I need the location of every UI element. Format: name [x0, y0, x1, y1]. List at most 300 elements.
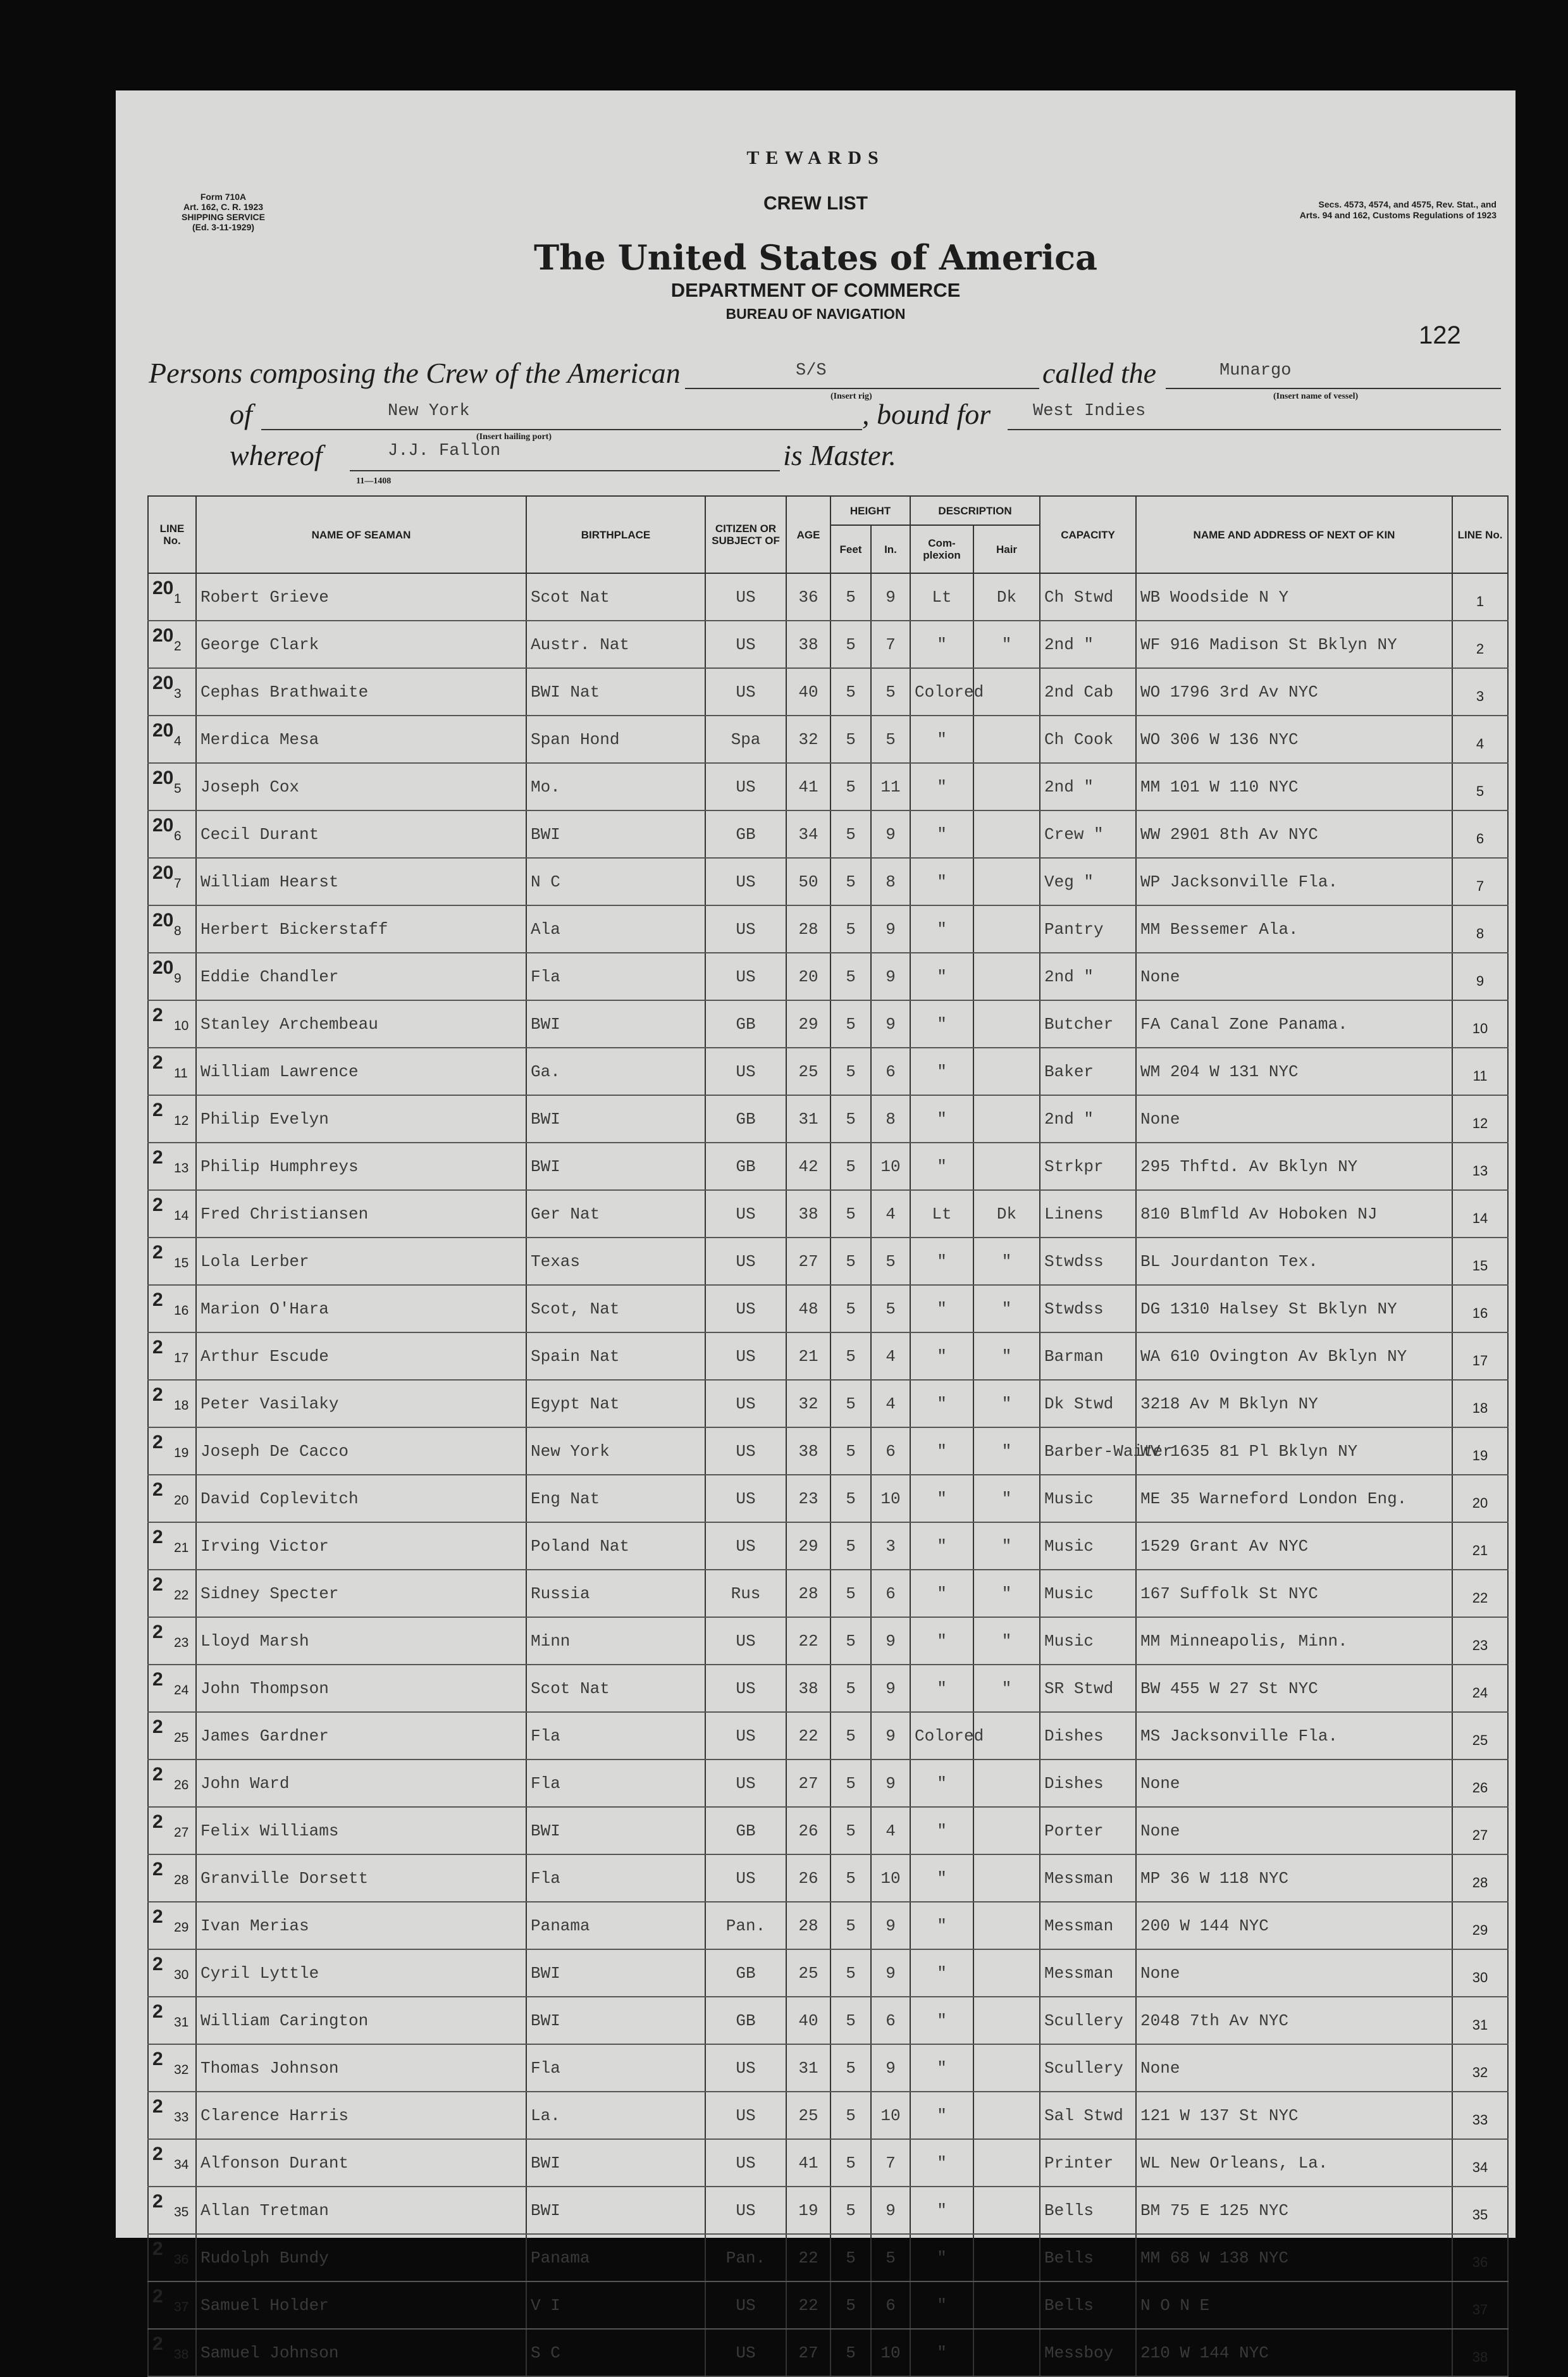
sheet-code: 2	[152, 1289, 163, 1310]
hair	[973, 716, 1040, 763]
home-port: New York	[388, 402, 470, 421]
capacity: Scullery	[1040, 2044, 1136, 2092]
next-of-kin: None	[1136, 1095, 1452, 1143]
next-of-kin: WV 1635 81 Pl Bklyn NY	[1136, 1427, 1452, 1475]
header-citizen: CITIZEN OR SUBJECT OF	[705, 496, 786, 573]
line-number-right: 38	[1452, 2329, 1508, 2376]
next-of-kin: None	[1136, 2044, 1452, 2092]
sheet-code: 20	[152, 957, 174, 978]
birthplace: BWI	[526, 1949, 705, 1997]
capacity: Music	[1040, 1570, 1136, 1617]
line-number: 14	[174, 1208, 189, 1223]
next-of-kin: 2048 7th Av NYC	[1136, 1997, 1452, 2044]
height-feet: 5	[830, 1380, 871, 1427]
capacity: Dishes	[1040, 1712, 1136, 1759]
line-number: 35	[174, 2205, 189, 2219]
line-number-right: 16	[1452, 1285, 1508, 1332]
sheet-code: 2	[152, 2286, 163, 2307]
line-number-cell	[148, 2329, 196, 2376]
hair	[973, 2092, 1040, 2139]
table-row	[148, 1712, 1508, 1759]
height-feet: 5	[830, 1000, 871, 1048]
age: 38	[786, 1665, 830, 1712]
table-row	[148, 621, 1508, 668]
seaman-name: Lola Lerber	[196, 1238, 526, 1285]
line-number-right: 2	[1452, 621, 1508, 668]
height-inches: 9	[871, 2044, 910, 2092]
age: 27	[786, 2329, 830, 2376]
age: 40	[786, 1997, 830, 2044]
header-birthplace: BIRTHPLACE	[526, 496, 705, 573]
complexion: "	[910, 1617, 973, 1665]
sheet-code: 2	[152, 2333, 163, 2354]
header-complexion: Com-plexion	[910, 525, 973, 573]
line-number-cell	[148, 621, 196, 668]
header-capacity: CAPACITY	[1040, 496, 1136, 573]
birthplace: Austr. Nat	[526, 621, 705, 668]
seaman-name: Philip Humphreys	[196, 1143, 526, 1190]
line-number-cell	[148, 905, 196, 953]
statute-line-2: Arts. 94 and 162, Customs Regulations of 1923	[1299, 210, 1497, 220]
age: 21	[786, 1332, 830, 1380]
height-feet: 5	[830, 1902, 871, 1949]
height-feet: 5	[830, 2139, 871, 2187]
citizenship: Spa	[705, 716, 786, 763]
citizenship: US	[705, 1617, 786, 1665]
age: 22	[786, 1712, 830, 1759]
line-number-right: 36	[1452, 2234, 1508, 2281]
hair	[973, 1143, 1040, 1190]
seaman-name: Thomas Johnson	[196, 2044, 526, 2092]
capacity: Porter	[1040, 1807, 1136, 1854]
complexion: "	[910, 621, 973, 668]
hair	[973, 858, 1040, 905]
height-feet: 5	[830, 1522, 871, 1570]
complexion: "	[910, 905, 973, 953]
line-number-cell	[148, 1807, 196, 1854]
line-number-right: 30	[1452, 1949, 1508, 1997]
height-inches: 3	[871, 1522, 910, 1570]
citizenship: GB	[705, 1949, 786, 1997]
line-number-right: 13	[1452, 1143, 1508, 1190]
height-feet: 5	[830, 1048, 871, 1095]
line-number: 7	[174, 876, 182, 891]
height-inches: 6	[871, 1997, 910, 2044]
height-feet: 5	[830, 2234, 871, 2281]
height-feet: 5	[830, 1190, 871, 1238]
height-inches: 5	[871, 1238, 910, 1285]
age: 22	[786, 1617, 830, 1665]
complexion: "	[910, 1285, 973, 1332]
line-number-cell	[148, 810, 196, 858]
line-number-cell	[148, 1380, 196, 1427]
citizenship: US	[705, 1380, 786, 1427]
capacity: Messman	[1040, 1902, 1136, 1949]
citizenship: US	[705, 1759, 786, 1807]
vessel-name: Munargo	[1219, 361, 1292, 380]
form-number: Form 710A	[200, 192, 247, 202]
line-number-right: 23	[1452, 1617, 1508, 1665]
citizenship: GB	[705, 1143, 786, 1190]
age: 28	[786, 1570, 830, 1617]
age: 32	[786, 1380, 830, 1427]
sheet-code: 2	[152, 2049, 163, 2070]
height-inches: 9	[871, 1000, 910, 1048]
height-feet: 5	[830, 1095, 871, 1143]
line-number-right: 35	[1452, 2187, 1508, 2234]
birthplace: BWI	[526, 1000, 705, 1048]
seaman-name: Herbert Bickerstaff	[196, 905, 526, 953]
complexion: "	[910, 1949, 973, 1997]
capacity: Barman	[1040, 1332, 1136, 1380]
sheet-code: 2	[152, 1764, 163, 1785]
seaman-name: Samuel Holder	[196, 2281, 526, 2329]
rig-hint: (Insert rig)	[830, 392, 872, 401]
line-number: 12	[174, 1114, 189, 1128]
height-inches: 9	[871, 953, 910, 1000]
citizenship: Rus	[705, 1570, 786, 1617]
line-number-cell	[148, 1522, 196, 1570]
complexion: Lt	[910, 573, 973, 621]
master-name: J.J. Fallon	[388, 442, 501, 461]
line-number-right: 20	[1452, 1475, 1508, 1522]
height-feet: 5	[830, 1427, 871, 1475]
hair: "	[973, 1570, 1040, 1617]
height-inches: 7	[871, 621, 910, 668]
next-of-kin: 1529 Grant Av NYC	[1136, 1522, 1452, 1570]
next-of-kin: 167 Suffolk St NYC	[1136, 1570, 1452, 1617]
line-number: 16	[174, 1303, 189, 1318]
birthplace: N C	[526, 858, 705, 905]
capacity: Bells	[1040, 2281, 1136, 2329]
citizenship: US	[705, 2329, 786, 2376]
citizenship: US	[705, 1190, 786, 1238]
table-row	[148, 2187, 1508, 2234]
next-of-kin: 121 W 137 St NYC	[1136, 2092, 1452, 2139]
capacity: Strkpr	[1040, 1143, 1136, 1190]
age: 38	[786, 621, 830, 668]
line-number: 32	[174, 2063, 189, 2077]
height-inches: 9	[871, 2187, 910, 2234]
hair	[973, 2044, 1040, 2092]
next-of-kin: None	[1136, 1759, 1452, 1807]
citizenship: US	[705, 763, 786, 810]
table-row	[148, 1854, 1508, 1902]
vessel-name-line	[1166, 388, 1501, 389]
hair	[973, 1854, 1040, 1902]
hair: "	[973, 621, 1040, 668]
line-number: 17	[174, 1351, 189, 1365]
table-row	[148, 905, 1508, 953]
line-number-right: 12	[1452, 1095, 1508, 1143]
complexion: "	[910, 1095, 973, 1143]
sheet-code: 2	[152, 2001, 163, 2022]
birthplace: Spain Nat	[526, 1332, 705, 1380]
table-row	[148, 1285, 1508, 1332]
birthplace: Span Hond	[526, 716, 705, 763]
citizenship: US	[705, 953, 786, 1000]
form-edition: (Ed. 3-11-1929)	[192, 222, 255, 232]
height-feet: 5	[830, 1759, 871, 1807]
height-inches: 10	[871, 1854, 910, 1902]
sheet-code: 2	[152, 1622, 163, 1642]
line-number-cell	[148, 2281, 196, 2329]
hair	[973, 2187, 1040, 2234]
sheet-code: 20	[152, 862, 174, 883]
birthplace: BWI	[526, 1807, 705, 1854]
age: 23	[786, 1475, 830, 1522]
capacity: 2nd "	[1040, 953, 1136, 1000]
line-number: 27	[174, 1825, 189, 1840]
hair: Dk	[973, 1190, 1040, 1238]
next-of-kin: BL Jourdanton Tex.	[1136, 1238, 1452, 1285]
bureau-heading: BUREAU OF NAVIGATION	[725, 306, 906, 322]
birthplace: Mo.	[526, 763, 705, 810]
header-hair: Hair	[973, 525, 1040, 573]
citizenship: US	[705, 1285, 786, 1332]
hair	[973, 2139, 1040, 2187]
seaman-name: David Coplevitch	[196, 1475, 526, 1522]
table-row	[148, 1807, 1508, 1854]
line-number-right: 31	[1452, 1997, 1508, 2044]
destination-line	[1008, 429, 1501, 430]
age: 31	[786, 2044, 830, 2092]
next-of-kin: 3218 Av M Bklyn NY	[1136, 1380, 1452, 1427]
age: 50	[786, 858, 830, 905]
next-of-kin: WM 204 W 131 NYC	[1136, 1048, 1452, 1095]
seaman-name: Granville Dorsett	[196, 1854, 526, 1902]
height-feet: 5	[830, 1712, 871, 1759]
sheet-code: 2	[152, 1337, 163, 1358]
height-inches: 10	[871, 1475, 910, 1522]
seaman-name: George Clark	[196, 621, 526, 668]
complexion: "	[910, 1759, 973, 1807]
complexion: "	[910, 1000, 973, 1048]
complexion: "	[910, 953, 973, 1000]
destination: West Indies	[1033, 402, 1146, 421]
height-inches: 10	[871, 2329, 910, 2376]
table-row	[148, 1949, 1508, 1997]
seaman-name: Rudolph Bundy	[196, 2234, 526, 2281]
line-number-cell	[148, 1238, 196, 1285]
age: 26	[786, 1807, 830, 1854]
height-inches: 7	[871, 2139, 910, 2187]
age: 22	[786, 2234, 830, 2281]
complexion: "	[910, 1143, 973, 1190]
sheet-code: 20	[152, 720, 174, 741]
hair	[973, 1048, 1040, 1095]
hair: "	[973, 1380, 1040, 1427]
citizenship: US	[705, 1427, 786, 1475]
line-number-right: 8	[1452, 905, 1508, 953]
line-number-right: 32	[1452, 2044, 1508, 2092]
complexion: "	[910, 2281, 973, 2329]
capacity: Linens	[1040, 1190, 1136, 1238]
table-row	[148, 1665, 1508, 1712]
capacity: Messboy	[1040, 2329, 1136, 2376]
height-feet: 5	[830, 716, 871, 763]
birthplace: Minn	[526, 1617, 705, 1665]
seaman-name: Joseph De Cacco	[196, 1427, 526, 1475]
age: 25	[786, 1949, 830, 1997]
height-inches: 6	[871, 1427, 910, 1475]
table-row	[148, 1427, 1508, 1475]
complexion: "	[910, 1238, 973, 1285]
height-feet: 5	[830, 2281, 871, 2329]
hair	[973, 1759, 1040, 1807]
line-number-cell	[148, 1949, 196, 1997]
line-number-right: 10	[1452, 1000, 1508, 1048]
height-inches: 4	[871, 1190, 910, 1238]
table-row	[148, 1143, 1508, 1190]
hair: Dk	[973, 573, 1040, 621]
complexion: "	[910, 1332, 973, 1380]
line-number-cell	[148, 2234, 196, 2281]
table-row	[148, 668, 1508, 716]
table-row	[148, 953, 1508, 1000]
height-feet: 5	[830, 1617, 871, 1665]
capacity: 2nd "	[1040, 763, 1136, 810]
birthplace: Panama	[526, 1902, 705, 1949]
line-number-right: 5	[1452, 763, 1508, 810]
next-of-kin: MM 101 W 110 NYC	[1136, 763, 1452, 810]
next-of-kin: WA 610 Ovington Av Bklyn NY	[1136, 1332, 1452, 1380]
line-number-cell	[148, 573, 196, 621]
height-feet: 5	[830, 621, 871, 668]
table-row	[148, 2139, 1508, 2187]
line-number-cell	[148, 1427, 196, 1475]
vessel-hint: (Insert name of vessel)	[1273, 392, 1359, 401]
next-of-kin: WL New Orleans, La.	[1136, 2139, 1452, 2187]
capacity: Baker	[1040, 1048, 1136, 1095]
line-number-cell	[148, 1332, 196, 1380]
table-row	[148, 1380, 1508, 1427]
hair: "	[973, 1522, 1040, 1570]
citizenship: US	[705, 1854, 786, 1902]
line-number-right: 9	[1452, 953, 1508, 1000]
line-number-right: 33	[1452, 2092, 1508, 2139]
citizenship: US	[705, 573, 786, 621]
capacity: 2nd "	[1040, 1095, 1136, 1143]
birthplace: S C	[526, 2329, 705, 2376]
sheet-code: 20	[152, 910, 174, 931]
next-of-kin: WO 1796 3rd Av NYC	[1136, 668, 1452, 716]
birthplace: Ala	[526, 905, 705, 953]
height-feet: 5	[830, 1807, 871, 1854]
table-row	[148, 1997, 1508, 2044]
line-number-right: 17	[1452, 1332, 1508, 1380]
line-number-cell	[148, 1759, 196, 1807]
birthplace: Eng Nat	[526, 1475, 705, 1522]
sheet-code: 2	[152, 1100, 163, 1120]
complexion: "	[910, 1807, 973, 1854]
table-row	[148, 1095, 1508, 1143]
table-row	[148, 810, 1508, 858]
line-number-right: 11	[1452, 1048, 1508, 1095]
line-number: 30	[174, 1968, 189, 1982]
line-number: 3	[174, 686, 182, 701]
line-number-cell	[148, 2044, 196, 2092]
hair	[973, 905, 1040, 953]
citizenship: US	[705, 1238, 786, 1285]
header-kin: NAME AND ADDRESS OF NEXT OF KIN	[1136, 496, 1452, 573]
birthplace: Fla	[526, 1854, 705, 1902]
line-number-right: 7	[1452, 858, 1508, 905]
sheet-code: 2	[152, 1574, 163, 1595]
height-feet: 5	[830, 2044, 871, 2092]
line-number-cell	[148, 858, 196, 905]
height-feet: 5	[830, 1332, 871, 1380]
next-of-kin: 200 W 144 NYC	[1136, 1902, 1452, 1949]
age: 25	[786, 2092, 830, 2139]
line-number-right: 15	[1452, 1238, 1508, 1285]
citizenship: US	[705, 2044, 786, 2092]
line-number: 34	[174, 2157, 189, 2172]
table-row	[148, 2281, 1508, 2329]
capacity: Scullery	[1040, 1997, 1136, 2044]
height-feet: 5	[830, 953, 871, 1000]
persons-text: Persons composing the Crew of the American	[149, 357, 681, 389]
next-of-kin: WO 306 W 136 NYC	[1136, 716, 1452, 763]
complexion: "	[910, 810, 973, 858]
seaman-name: Ivan Merias	[196, 1902, 526, 1949]
birthplace: BWI	[526, 2187, 705, 2234]
sheet-number: 122	[1419, 321, 1461, 349]
age: 29	[786, 1522, 830, 1570]
line-number: 1	[174, 592, 182, 606]
birthplace: New York	[526, 1427, 705, 1475]
hair	[973, 1997, 1040, 2044]
citizenship: US	[705, 2092, 786, 2139]
height-inches: 11	[871, 763, 910, 810]
birthplace: Scot Nat	[526, 1665, 705, 1712]
age: 31	[786, 1095, 830, 1143]
height-inches: 8	[871, 858, 910, 905]
header-age: AGE	[786, 496, 830, 573]
seaman-name: Cephas Brathwaite	[196, 668, 526, 716]
line-number: 13	[174, 1161, 189, 1176]
height-inches: 6	[871, 1570, 910, 1617]
capacity: Music	[1040, 1475, 1136, 1522]
citizenship: US	[705, 1712, 786, 1759]
statutes-info	[1231, 199, 1497, 221]
next-of-kin: MM 68 W 138 NYC	[1136, 2234, 1452, 2281]
height-feet: 5	[830, 1665, 871, 1712]
capacity: Butcher	[1040, 1000, 1136, 1048]
capacity: Messman	[1040, 1854, 1136, 1902]
line-number-cell	[148, 1570, 196, 1617]
top-banner: TEWARDS	[746, 147, 885, 168]
complexion: Colored	[910, 1712, 973, 1759]
citizenship: US	[705, 1665, 786, 1712]
called-text: called the	[1042, 357, 1157, 389]
line-number-right: 24	[1452, 1665, 1508, 1712]
line-number-cell	[148, 763, 196, 810]
whereof-text: whereof	[230, 439, 323, 471]
age: 27	[786, 1759, 830, 1807]
table-row	[148, 716, 1508, 763]
capacity: Dishes	[1040, 1759, 1136, 1807]
table-row	[148, 1000, 1508, 1048]
seaman-name: Philip Evelyn	[196, 1095, 526, 1143]
line-number-cell	[148, 1475, 196, 1522]
line-number-cell	[148, 2139, 196, 2187]
line-number-right: 4	[1452, 716, 1508, 763]
seaman-name: Allan Tretman	[196, 2187, 526, 2234]
bound-text: , bound for	[862, 398, 991, 430]
birthplace: BWI	[526, 2139, 705, 2187]
hair	[973, 1095, 1040, 1143]
